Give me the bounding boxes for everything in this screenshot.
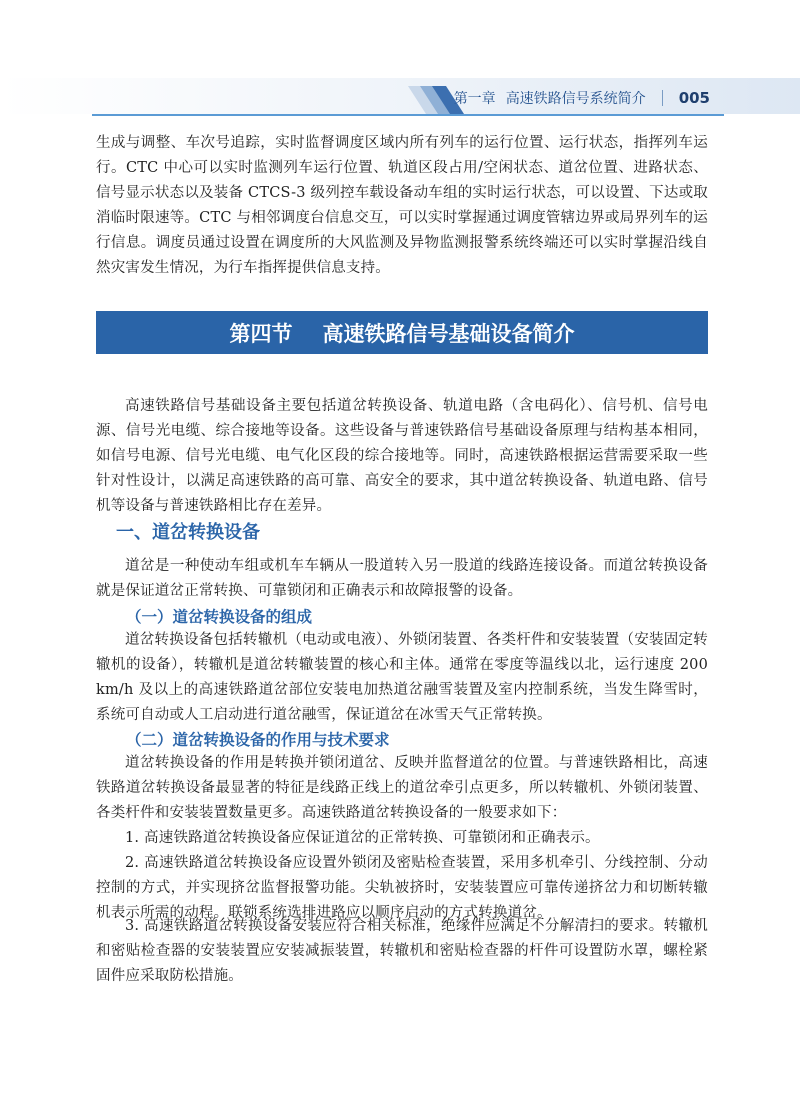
page-number: 005: [678, 89, 710, 107]
header-text: [454, 88, 710, 108]
intro-paragraph: 生成与调整、车次号追踪，实时监督调度区域内所有列车的运行位置、运行状态，指挥列车运行。CTC 中心可以实时监测列车运行位置、轨道区段占用/空闲状态、道岔位置、进路状态、信号显示状态以及装备 CTCS-3 级列控车载设备动车组的实时运行状态，可以设置、下达或取消临时限速等。CTC 与相邻调度台信息交互，可以实时掌握通过调度管辖边界或局界列车的运行信息。调度员通过设置在调度所的大风监测及异物监测报警系统终端还可以实时掌握沿线自然灾害发生情况，为行车指挥提供信息支持。: [96, 135, 708, 276]
section-number: 第四节: [229, 321, 293, 346]
section-banner: [96, 311, 708, 354]
requirement-item-3: 3. 高速铁路道岔转换设备安装应符合相关标准，绝缘件应满足不分解清扫的要求。转辙机和密贴检查器的安装装置应安装减振装置，转辙机和密贴检查器的杆件可设置防水罩，螺栓紧固件应采取防松措施。: [96, 918, 708, 984]
header-separator: [662, 90, 663, 106]
section-intro-paragraph: 高速铁路信号基础设备主要包括道岔转换设备、轨道电路（含电码化）、信号机、信号电源、信号光电缆、综合接地等设备。这些设备与普速铁路信号基础设备原理与结构基本相同，如信号电源、信号光电缆、电气化区段的综合接地等。同时，高速铁路根据运营需要采取一些针对性设计，以满足高速铁路的高可靠、高安全的要求，其中道岔转换设备、轨道电路、信号机等设备与普速铁路相比存在差异。: [96, 398, 708, 514]
part1-heading: （一）道岔转换设备的组成: [126, 608, 313, 626]
subsection-heading: 一、道岔转换设备: [116, 522, 260, 543]
chapter-title: 高速铁路信号系统简介: [505, 91, 646, 107]
chapter-label: 第一章: [453, 91, 496, 107]
section-title: 高速铁路信号基础设备简介: [322, 321, 575, 346]
requirement-item-2: 2. 高速铁路道岔转换设备应设置外锁闭及密贴检查装置，采用多机牵引、分线控制、分动控制的方式，并实现挤岔监督报警功能。尖轨被挤时，安装装置应可靠传递挤岔力和切断转辙机表示所需的动程。联锁系统选排进路应以顺序启动的方式转换道岔。: [96, 855, 708, 921]
part2-heading: （二）道岔转换设备的作用与技术要求: [126, 731, 390, 749]
requirement-item-1: 1. 高速铁路道岔转换设备应保证道岔的正常转换、可靠锁闭和正确表示。: [125, 830, 600, 846]
subsection-intro-paragraph: 道岔是一种使动车组或机车车辆从一股道转入另一股道的线路连接设备。而道岔转换设备就是保证道岔正常转换、可靠锁闭和正确表示和故障报警的设备。: [96, 558, 708, 599]
part2-paragraph: 道岔转换设备的作用是转换并锁闭道岔、反映并监督道岔的位置。与普速铁路相比，高速铁路道岔转换设备最显著的特征是线路正线上的道岔牵引点更多，所以转辙机、外锁闭装置、各类杆件和安装装置数量更多。高速铁路道岔转换设备的一般要求如下：: [96, 755, 708, 821]
running-header: [0, 78, 800, 116]
header-rule: [92, 114, 724, 116]
part1-paragraph: 道岔转换设备包括转辙机（电动或电液）、外锁闭装置、各类杆件和安装装置（安装固定转辙机的设备），转辙机是道岔转辙装置的核心和主体。通常在零度等温线以北，运行速度 200 km/h 及以上的高速铁路道岔部位安装电加热道岔融雪装置及室内控制系统，当发生降雪时，系统可自动或人工启动进行道岔融雪，保证道岔在冰雪天气正常转换。: [96, 632, 708, 723]
